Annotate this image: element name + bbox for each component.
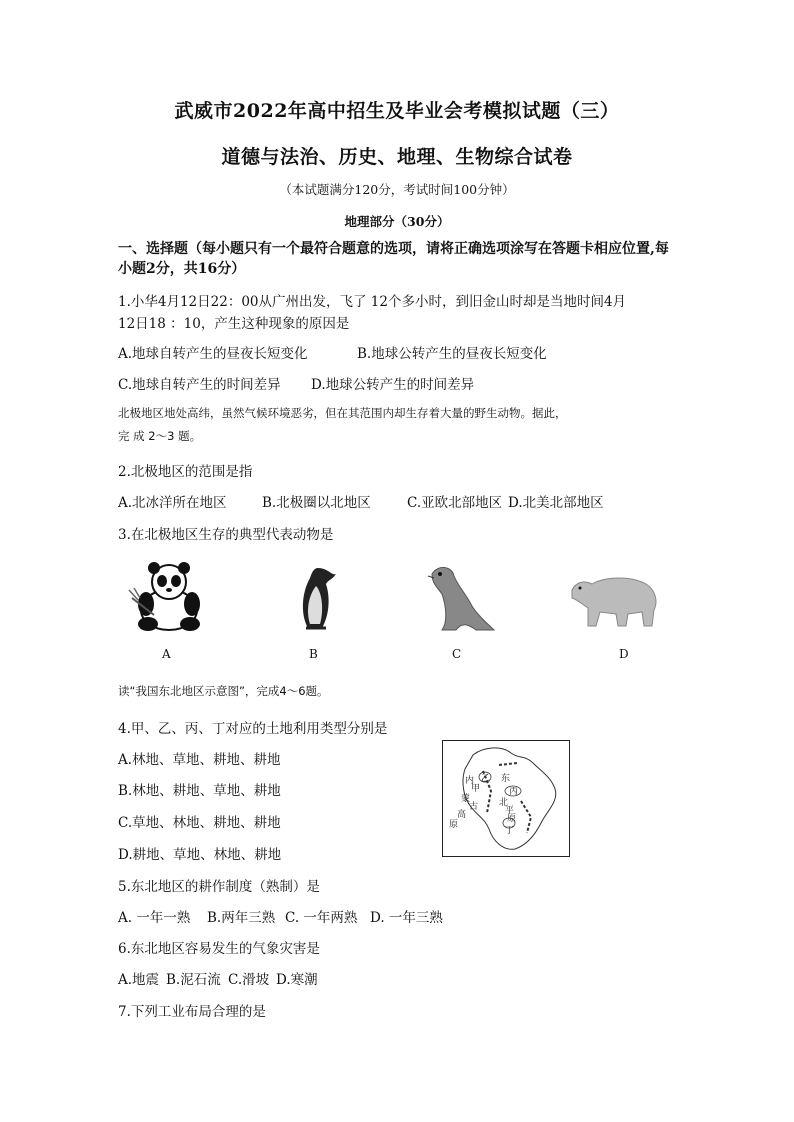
q7-stem: 7.下列工业布局合理的是	[118, 1004, 266, 1020]
map-label-yuan-1: 原	[449, 820, 459, 830]
map-label-ding: 丁	[505, 826, 515, 836]
q2-stem: 2.北极地区的范围是指	[118, 464, 253, 480]
q4-stem: 4.甲、乙、丙、丁对应的土地利用类型分别是	[118, 721, 388, 737]
map-label-dong: 东	[501, 774, 511, 784]
section-title: 地理部分（30分）	[344, 214, 450, 229]
q1-stem-line1: 1.小华4月12日22：00从广州出发，飞了 12个多小时，到旧金山时却是当地时间4月	[118, 294, 627, 310]
reading-passage-2: 读“我国东北地区示意图”，完成4～6题。	[118, 684, 329, 698]
q2-option-c: C.亚欧北部地区	[407, 495, 503, 511]
q5-option-c: C. 一年两熟	[285, 910, 358, 926]
q3-stem: 3.在北极地区生存的典型代表动物是	[118, 527, 334, 543]
map-label-yi: 乙	[481, 774, 491, 784]
map-drawing	[443, 741, 569, 856]
q6-stem: 6.东北地区容易发生的气象灾害是	[118, 941, 320, 957]
map-label-jia: 甲	[471, 784, 481, 794]
exam-info: （本试题满分120分，考试时间100分钟）	[279, 182, 515, 197]
map-label-meng: 蒙	[461, 794, 471, 804]
exam-title: 武威市2022年高中招生及毕业会考模拟试题（三）	[174, 100, 620, 122]
q5-option-d: D. 一年三熟	[370, 910, 443, 926]
q1-option-b: B.地球公转产生的昼夜长短变化	[357, 346, 547, 362]
map-label-yuan-2: 原	[507, 814, 517, 824]
q5-stem: 5.东北地区的耕作制度（熟制）是	[118, 879, 320, 895]
northeast-china-map	[442, 740, 570, 857]
map-label-gu: 古	[469, 802, 479, 812]
reading-passage-1	[118, 402, 678, 448]
q4-option-b: B.林地、耕地、草地、耕地	[118, 783, 281, 799]
reading-1-line2: 完 成 2～3 题。	[118, 429, 202, 443]
q1-option-c: C.地球自转产生的时间差异	[118, 377, 281, 393]
exam-subtitle-subjects: 道德与法治、历史、地理、生物综合试卷	[221, 146, 573, 168]
sea-lion-icon	[422, 560, 496, 636]
q4-option-d: D.耕地、草地、林地、耕地	[118, 847, 282, 863]
q2-option-a: A.北冰洋所在地区	[118, 495, 227, 511]
q6-option-b: B.泥石流	[166, 972, 221, 988]
q4-option-a: A.林地、草地、耕地、耕地	[118, 752, 281, 768]
map-label-ping: 平	[505, 806, 515, 816]
q1-stem-line2: 12日18 ：10，产生这种现象的原因是	[118, 316, 350, 332]
q5-option-a: A. 一年一熟	[118, 910, 191, 926]
q3-label-b: B	[309, 647, 318, 661]
q6-option-d: D.寒潮	[276, 972, 318, 988]
q6-option-c: C.滑坡	[228, 972, 270, 988]
map-label-nei: 内	[465, 776, 475, 786]
q2-option-d: D.北美北部地区	[508, 495, 604, 511]
q1-option-a: A.地球自转产生的昼夜长短变化	[118, 346, 308, 362]
q3-label-c: C	[452, 647, 462, 661]
q2-option-b: B.北极圈以北地区	[262, 495, 371, 511]
q6-option-a: A.地震	[118, 972, 160, 988]
q1-option-d: D.地球公转产生的时间差异	[311, 377, 475, 393]
q3-label-a: A	[162, 647, 171, 661]
panda-icon	[124, 560, 214, 632]
map-label-gao: 高	[457, 810, 467, 820]
polar-bear-icon	[566, 570, 662, 628]
map-label-bing: 丙	[509, 787, 519, 797]
q4-option-c: C.草地、林地、耕地、耕地	[118, 815, 281, 831]
map-label-bei: 北	[499, 798, 509, 808]
part1-heading: 一、选择题（每小题只有一个最符合题意的选项，请将正确选项涂写在答题卡相应位置,每小题2分，共16分）	[118, 241, 669, 277]
penguin-icon	[286, 562, 344, 634]
q3-label-d: D	[619, 647, 629, 661]
q5-option-b: B.两年三熟	[207, 910, 276, 926]
reading-1-line1: 北极地区地处高纬，虽然气候环境恶劣，但在其范围内却生存着大量的野生动物。据此，	[118, 406, 567, 420]
